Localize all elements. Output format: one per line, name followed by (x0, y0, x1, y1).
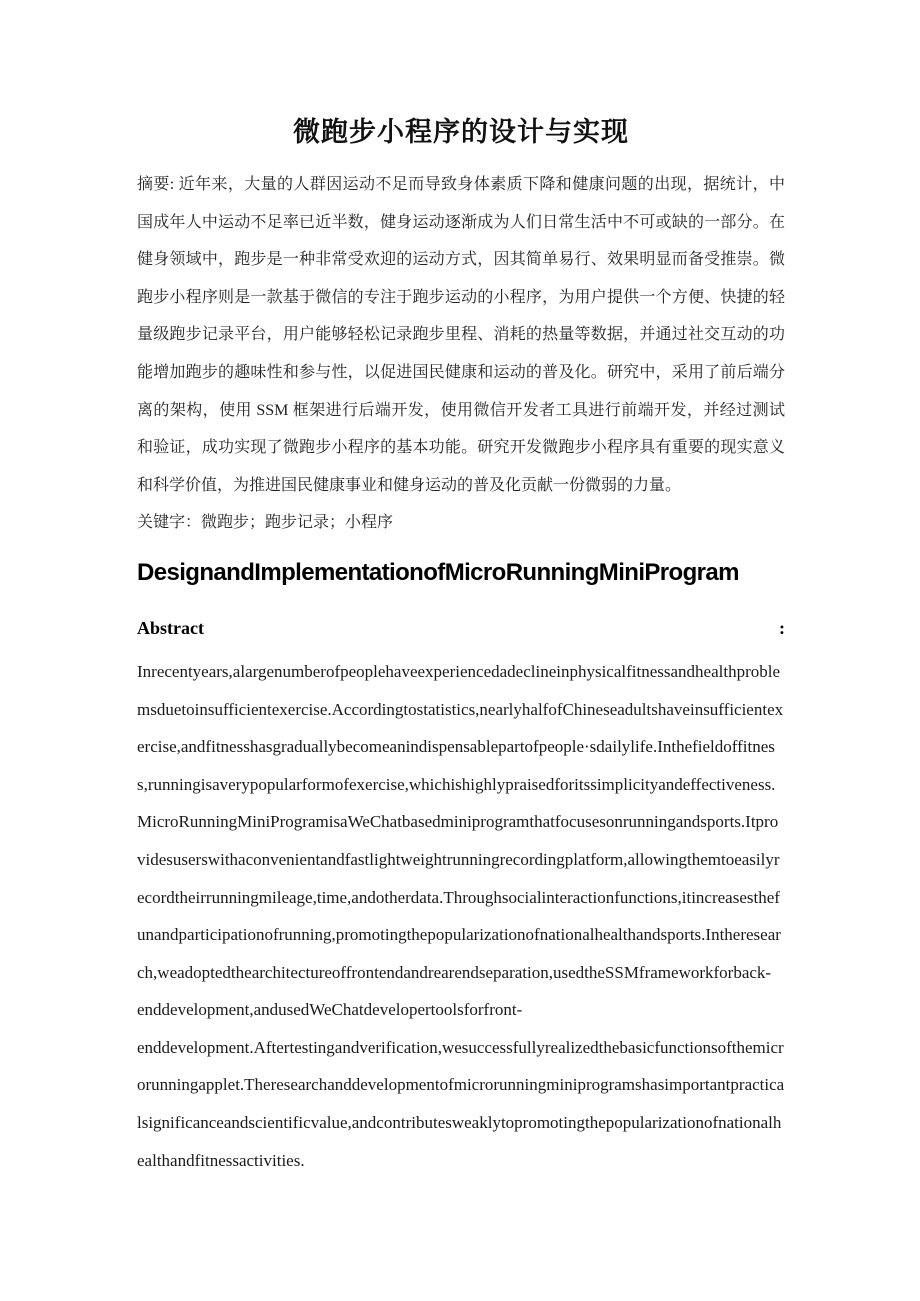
text-segment: enddevelopment.Aftertestingandverification,wesuccessfullyrealizedthebasicfunctionsofthemicrorunningapplet.Theresearchanddevelopmentofmicrorunningminiprogramshasimportantpracticalsignificanceandscientificvalue,andcontributesweaklytopromotingthepopularizationofnationalhealthandfitnessactivities. (137, 1037, 785, 1170)
text-segment: enddevelopment,andusedWeChatdevelopertoolsforfront- (137, 1000, 523, 1020)
english-abstract-paragraph (137, 653, 785, 1179)
abstract-heading-colon: : (779, 617, 785, 638)
chinese-title: 微跑步小程序的设计与实现 (293, 117, 629, 147)
page-content (137, 114, 785, 1179)
english-title: DesignandImplementationofMicroRunningMiniProgram (137, 558, 739, 586)
text-segment: Inrecentyears,alargenumberofpeoplehaveexperiencedadeclineinphysicalfitnessandhealthproblemsduetoinsufficientexercise.Accordingtostatistics,nearlyhalfofChineseadultshaveinsufficientexercise,andfitnesshasgraduallybecomeanindispensablepartofpeople·sdailylife.Inthefieldoffitness,runningisaverypopularformofexercise,whichishighlypraisedforitssimplicityandeffectiveness.MicroRunningMiniProgramisaWeChatbasedminiprogramthatfocusesonrunningandsports.Itprovidesuserswithaconvenientandfastlightweightrunningrecordingplatform,allowingthemtoeasilyrecordtheirrunningmileage,time,andotherdata.Throughsocialinteractionfunctions,itincreasesthefunandparticipationofrunning,promotingthepopularizationofnationalhealthandsports.Intheresearch,weadoptedthearchitectureoffrontendandrearendseparation,usedtheSSMframeworkforback- (137, 661, 784, 982)
abstract-heading-row (137, 615, 785, 641)
abstract-heading: Abstract (137, 617, 204, 638)
chinese-abstract-paragraph: 摘要: 近年来，大量的人群因运动不足而导致身体素质下降和健康问题的出现，据统计，中国成年人中运动不足率已近半数，健身运动逐渐成为人们日常生活中不可或缺的一部分。在健身领域中，跑步是一种非常受欢迎的运动方式，因其简单易行、效果明显而备受推崇。微跑步小程序则是一款基于微信的专注于跑步运动的小程序，为用户提供一个方便、快捷的轻量级跑步记录平台，用户能够轻松记录跑步里程、消耗的热量等数据，并通过社交互动的功能增加跑步的趣味性和参与性，以促进国民健康和运动的普及化。研究中，采用了前后端分离的架构，使用 SSM 框架进行后端开发，使用微信开发者工具进行前端开发，并经过测试和验证，成功实现了微跑步小程序的基本功能。研究开发微跑步小程序具有重要的现实意义和科学价值，为推进国民健康事业和健身运动的普及化贡献一份微弱的力量。 (137, 176, 785, 494)
chinese-keywords: 关键字：微跑步；跑步记录；小程序 (137, 514, 394, 532)
